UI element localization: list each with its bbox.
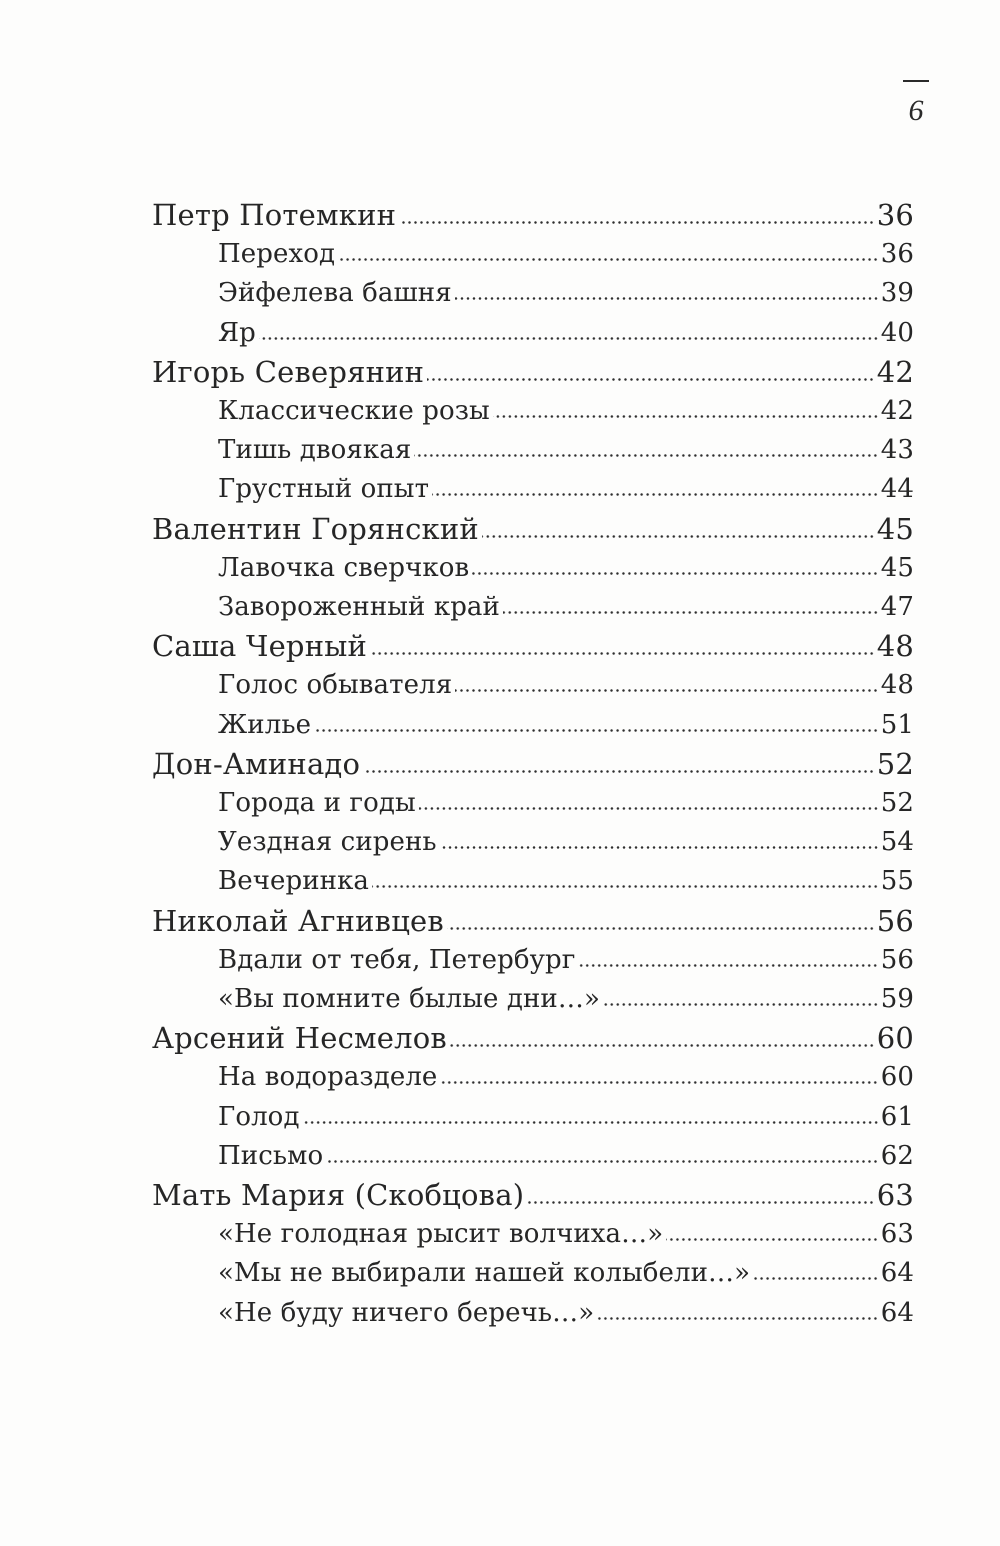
toc-entry-page: 60 (880, 1062, 914, 1092)
dot-leader (372, 885, 879, 888)
dot-leader (427, 378, 874, 381)
toc-entry-page: 39 (880, 278, 914, 308)
toc-entry-title: «Мы не выбирали нашей колыбели…» (218, 1258, 751, 1288)
toc-entry-page: 43 (880, 435, 914, 465)
dot-leader (597, 1317, 878, 1320)
toc-poem-entry (218, 823, 914, 862)
toc-entry-page: 56 (880, 945, 914, 975)
dot-leader (472, 572, 878, 575)
toc-entry-title: Арсений Несмелов (152, 1021, 447, 1055)
toc-author-entry (152, 745, 914, 784)
dot-leader (326, 1160, 879, 1163)
toc-entry-title: Классические розы (218, 396, 490, 426)
toc-entry-title: Голод (218, 1102, 300, 1132)
toc-entry-title: На водоразделе (218, 1062, 438, 1092)
dot-leader (527, 1201, 874, 1204)
page-number: 6 (908, 94, 924, 127)
toc-entry-title: «Не голодная рысит волчиха…» (218, 1219, 664, 1249)
toc-poem-entry (218, 941, 914, 980)
toc-entry-page: 45 (880, 553, 914, 583)
dot-leader (450, 1044, 875, 1047)
toc-entry-title: Уездная сирень (218, 827, 437, 857)
toc-entry-page: 51 (880, 710, 914, 740)
toc-entry-page: 59 (880, 984, 914, 1014)
toc-entry-page: 63 (876, 1178, 914, 1212)
toc-entry-title: Вдали от тебя, Петербург (218, 945, 576, 975)
toc-entry-page: 64 (880, 1258, 914, 1288)
toc-entry-page: 42 (880, 396, 914, 426)
toc-author-entry (152, 196, 914, 235)
dot-leader (419, 807, 879, 810)
toc-poem-entry (218, 862, 914, 901)
dot-leader (399, 221, 875, 224)
dot-leader (753, 1277, 879, 1280)
toc-entry-title: Валентин Горянский (152, 512, 479, 546)
toc-entry-page: 63 (880, 1219, 914, 1249)
toc-entry-page: 55 (880, 866, 914, 896)
toc-entry-page: 36 (880, 239, 914, 269)
toc-poem-entry (218, 1058, 914, 1097)
dot-leader (666, 1238, 878, 1241)
toc-poem-entry (218, 1215, 914, 1254)
dot-leader (314, 729, 879, 732)
toc-entry-title: Голос обывателя (218, 670, 453, 700)
toc-poem-entry (218, 1137, 914, 1176)
toc-poem-entry (218, 392, 914, 431)
dot-leader (414, 454, 878, 457)
toc-poem-entry (218, 1294, 914, 1333)
toc-entry-title: Грустный опыт (218, 474, 430, 504)
toc-entry-page: 44 (880, 474, 914, 504)
toc-author-entry (152, 627, 914, 666)
toc-entry-title: Мать Мария (Скобцова) (152, 1178, 525, 1212)
toc-entry-page: 62 (880, 1141, 914, 1171)
toc-entry-page: 54 (880, 827, 914, 857)
toc-entry-page: 61 (880, 1102, 914, 1132)
toc-entry-title: Завороженный край (218, 592, 500, 622)
dot-leader (440, 1081, 878, 1084)
toc-author-entry (152, 1176, 914, 1215)
dot-leader (455, 689, 879, 692)
toc-entry-page: 40 (880, 318, 914, 348)
toc-entry-page: 52 (880, 788, 914, 818)
toc-entry-page: 47 (880, 592, 914, 622)
toc-entry-title: Тишь двоякая (218, 435, 412, 465)
toc-entry-title: Игорь Северянин (152, 355, 425, 389)
toc-entry-title: Лавочка сверчков (218, 553, 470, 583)
toc-poem-entry (218, 470, 914, 509)
toc-entry-page: 36 (876, 198, 914, 232)
toc-poem-entry (218, 274, 914, 313)
toc-poem-entry (218, 549, 914, 588)
toc-entry-page: 64 (880, 1298, 914, 1328)
toc-author-entry (152, 1019, 914, 1058)
dot-leader (603, 1003, 879, 1006)
toc-entry-title: Петр Потемкин (152, 198, 397, 232)
toc-poem-entry (218, 980, 914, 1019)
toc-entry-page: 56 (876, 904, 914, 938)
toc-poem-entry (218, 431, 914, 470)
toc-poem-entry (218, 784, 914, 823)
dot-leader (447, 927, 875, 930)
toc-poem-entry (218, 1254, 914, 1293)
dot-leader (432, 493, 879, 496)
toc-entry-title: «Не буду ничего беречь…» (218, 1298, 595, 1328)
toc-poem-entry (218, 314, 914, 353)
toc-entry-page: 60 (876, 1021, 914, 1055)
toc-entry-title: Николай Агнивцев (152, 904, 444, 938)
toc-entry-title: Жилье (218, 710, 312, 740)
dot-leader (363, 770, 875, 773)
toc-entry-page: 42 (876, 355, 914, 389)
toc-author-entry (152, 510, 914, 549)
toc-entry-title: Переход (218, 239, 336, 269)
toc-entry-title: Вечеринка (218, 866, 370, 896)
toc-entry-title: Эйфелева башня (218, 278, 452, 308)
toc-entry-page: 48 (880, 670, 914, 700)
toc-poem-entry (218, 706, 914, 745)
toc-entry-title: Города и годы (218, 788, 416, 818)
dot-leader (370, 652, 875, 655)
toc-entry-title: Яр (218, 318, 256, 348)
dot-leader (493, 415, 879, 418)
dot-leader (338, 258, 879, 261)
page-number-rule (903, 80, 929, 82)
dot-leader (440, 846, 879, 849)
toc-entry-page: 45 (876, 512, 914, 546)
toc-author-entry (152, 353, 914, 392)
toc-entry-page: 52 (876, 747, 914, 781)
dot-leader (455, 297, 879, 300)
toc-author-entry (152, 902, 914, 941)
dot-leader (303, 1121, 879, 1124)
toc-entry-title: «Вы помните былые дни…» (218, 984, 600, 1014)
dot-leader (503, 611, 879, 614)
toc-poem-entry (218, 235, 914, 274)
dot-leader (578, 964, 878, 967)
dot-leader (482, 535, 875, 538)
dot-leader (259, 337, 879, 340)
toc-entry-title: Письмо (218, 1141, 324, 1171)
toc-poem-entry (218, 588, 914, 627)
toc-entry-title: Дон-Аминадо (152, 747, 361, 781)
toc-entry-title: Саша Черный (152, 629, 368, 663)
toc-poem-entry (218, 1098, 914, 1137)
toc-poem-entry (218, 666, 914, 705)
toc-entry-page: 48 (876, 629, 914, 663)
